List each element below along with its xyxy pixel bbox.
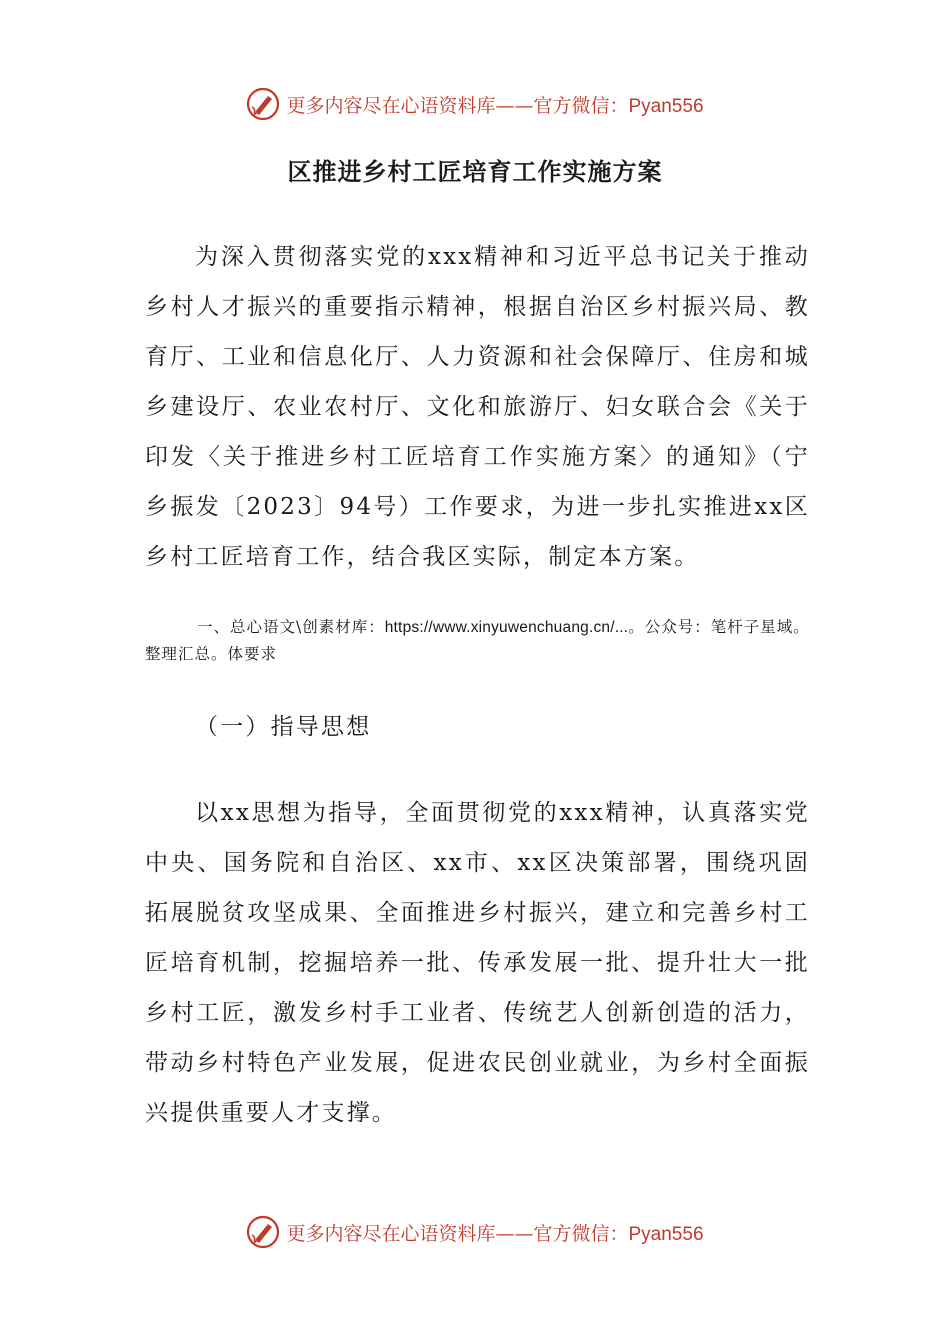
intro-paragraph: 为深入贯彻落实党的xxx精神和习近平总书记关于推动乡村人才振兴的重要指示精神，根据自治区乡村振兴局、教育厅、工业和信息化厅、人力资源和社会保障厅、住房和城乡建设厅、农业农村厅、文化和旅游厅、妇女联合会《关于印发〈关于推进乡村工匠培育工作实施方案〉的通知》（宁乡振发〔2023〕94号）工作要求，为进一步扎实推进xx区乡村工匠培育工作，结合我区实际，制定本方案。 [145,244,810,570]
banner-separator: —— [495,94,534,117]
section-heading: （一）指导思想 [195,714,372,740]
banner-label: 官方微信： [533,94,629,117]
note-suffix: 。公众号：笔杆子星域。整理汇总。体要求 [145,618,810,663]
document-title: 区推进乡村工匠培育工作实施方案 [287,158,663,186]
note-url: https://www.xinyuwenchuang.cn/... [384,619,629,636]
guiding-ideology-paragraph: 以xx思想为指导，全面贯彻党的xxx精神，认真落实党中央、国务院和自治区、xx市、xx区决策部署，围绕巩固拓展脱贫攻坚成果、全面推进乡村振兴，建立和完善乡村工匠培育机制，挖掘培养一批、传承发展一批、提升壮大一批乡村工匠，激发乡村手工业者、传统艺人创新创造的活力，带动乡村特色产业发展，促进农民创业就业，为乡村全面振兴提供重要人才支撑。 [145,800,810,1126]
banner-slogan: 更多内容尽在心语资料库 [286,94,496,117]
header-watermark-banner [0,84,950,124]
source-note [145,614,810,667]
banner-slogan: 更多内容尽在心语资料库 [286,1222,496,1245]
banner-contact: Pyan556 [628,95,704,117]
banner-separator: —— [495,1222,534,1245]
banner-text-group [286,1219,703,1246]
footer-watermark-banner [0,1212,950,1252]
banner-text-group [286,91,703,118]
pen-logo-icon [246,1215,280,1249]
pen-logo-icon [246,87,280,121]
banner-label: 官方微信： [533,1222,629,1245]
note-prefix: 一、总心语文\创素材库： [197,618,385,636]
banner-contact: Pyan556 [628,1223,704,1245]
